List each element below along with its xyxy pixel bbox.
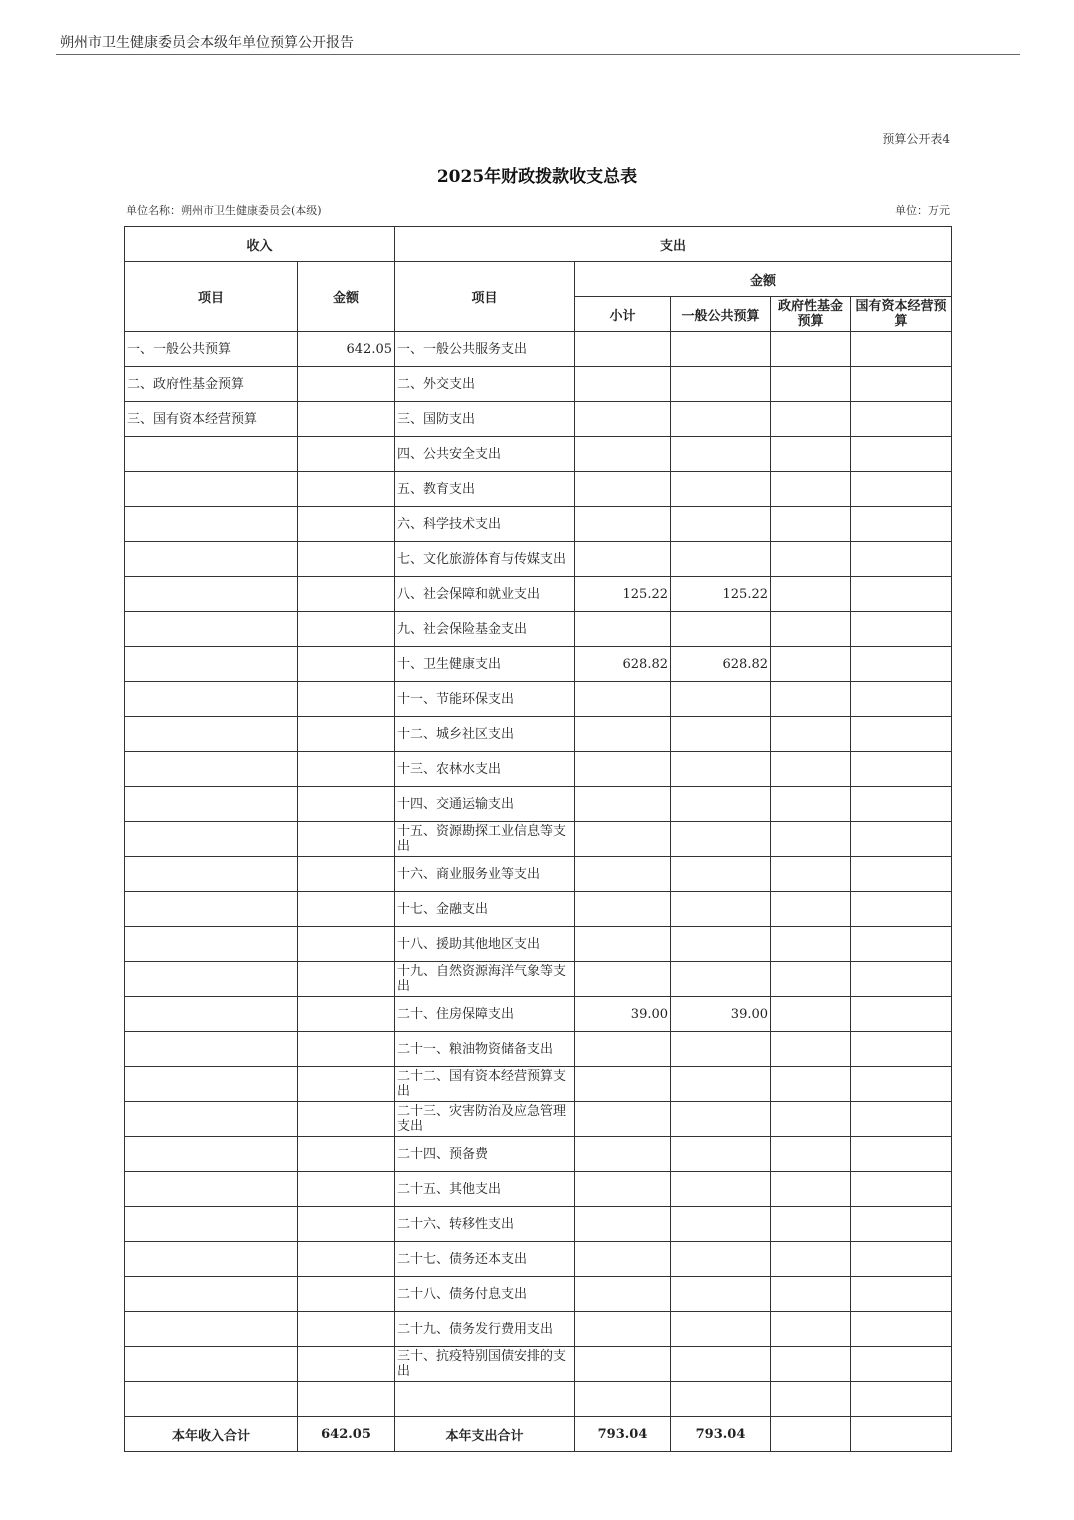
income-amount-cell — [298, 1102, 395, 1137]
income-amount-cell — [298, 1172, 395, 1207]
income-amount-cell — [298, 857, 395, 892]
general-budget-cell — [671, 752, 771, 787]
table-row — [125, 647, 952, 682]
general-budget-cell — [671, 1067, 771, 1102]
expense-header: 支出 — [395, 227, 952, 262]
expense-total-general: 793.04 — [671, 1417, 771, 1452]
expense-item-cell: 四、公共安全支出 — [395, 437, 575, 472]
running-header-title: 朔州市卫生健康委员会本级年单位预算公开报告 — [60, 35, 354, 51]
general-budget-cell — [671, 1312, 771, 1347]
income-amount-cell — [298, 612, 395, 647]
table-row — [125, 1207, 952, 1242]
table-row — [125, 857, 952, 892]
state-capital-cell — [851, 1347, 952, 1382]
income-amount-cell — [298, 962, 395, 997]
subtotal-cell — [575, 332, 671, 367]
gov-fund-cell — [771, 717, 851, 752]
income-item-cell — [125, 1172, 298, 1207]
expense-item-cell: 二十七、债务还本支出 — [395, 1242, 575, 1277]
income-amount-cell — [298, 402, 395, 437]
income-amount-cell — [298, 717, 395, 752]
expense-item-cell: 十、卫生健康支出 — [395, 647, 575, 682]
general-budget-cell — [671, 927, 771, 962]
expense-total-subtotal: 793.04 — [575, 1417, 671, 1452]
income-item-cell — [125, 717, 298, 752]
table-row — [125, 1102, 952, 1137]
income-item-cell — [125, 1312, 298, 1347]
expense-item-cell: 二十五、其他支出 — [395, 1172, 575, 1207]
state-capital-cell — [851, 962, 952, 997]
income-item-cell — [125, 752, 298, 787]
subtotal-cell — [575, 717, 671, 752]
state-capital-cell — [851, 577, 952, 612]
gov-fund-cell — [771, 542, 851, 577]
gov-fund-cell — [771, 1102, 851, 1137]
gov-fund-cell — [771, 1032, 851, 1067]
header-row-2 — [125, 262, 952, 297]
income-amount-cell — [298, 1347, 395, 1382]
income-item-cell — [125, 962, 298, 997]
expense-total-label: 本年支出合计 — [395, 1417, 575, 1452]
general-budget-cell — [671, 1137, 771, 1172]
state-capital-cell — [851, 1102, 952, 1137]
table-row — [125, 892, 952, 927]
general-budget-cell: 39.00 — [671, 997, 771, 1032]
subtotal-cell — [575, 787, 671, 822]
state-capital-cell — [851, 367, 952, 402]
subtotal-cell — [575, 542, 671, 577]
gov-fund-cell — [771, 927, 851, 962]
expense-total-gov-fund — [771, 1417, 851, 1452]
income-amount-cell — [298, 752, 395, 787]
gov-fund-cell — [771, 577, 851, 612]
expense-item-cell: 十一、节能环保支出 — [395, 682, 575, 717]
income-item-cell — [125, 1207, 298, 1242]
income-amount-cell — [298, 787, 395, 822]
table-row — [125, 1277, 952, 1312]
income-item-cell — [125, 927, 298, 962]
state-capital-cell — [851, 1172, 952, 1207]
state-capital-cell — [851, 1312, 952, 1347]
header-divider — [56, 54, 1020, 55]
income-amount-cell — [298, 927, 395, 962]
page-title: 2025年财政拨款收支总表 — [436, 167, 638, 187]
gov-fund-cell — [771, 612, 851, 647]
income-total-amount: 642.05 — [298, 1417, 395, 1452]
state-capital-cell — [851, 542, 952, 577]
general-budget-cell — [671, 857, 771, 892]
state-capital-cell — [851, 822, 952, 857]
general-budget-cell — [671, 682, 771, 717]
state-capital-cell — [851, 402, 952, 437]
state-capital-cell — [851, 787, 952, 822]
table-row — [125, 507, 952, 542]
expense-item-cell: 二十四、预备费 — [395, 1137, 575, 1172]
state-capital-cell — [851, 437, 952, 472]
income-amount-cell — [298, 1382, 395, 1417]
general-budget-cell — [671, 822, 771, 857]
expense-item-cell: 六、科学技术支出 — [395, 507, 575, 542]
table-row — [125, 542, 952, 577]
income-amount-cell — [298, 1067, 395, 1102]
income-item-cell: 二、政府性基金预算 — [125, 367, 298, 402]
subtotal-cell — [575, 472, 671, 507]
expense-item-cell: 二十二、国有资本经营预算支出 — [395, 1067, 575, 1102]
expense-total-state-capital — [851, 1417, 952, 1452]
table-row — [125, 1032, 952, 1067]
gov-fund-cell — [771, 332, 851, 367]
state-capital-cell — [851, 682, 952, 717]
expense-item-cell: 九、社会保险基金支出 — [395, 612, 575, 647]
expense-item-cell: 十九、自然资源海洋气象等支出 — [395, 962, 575, 997]
total-row — [125, 1417, 952, 1452]
income-item-cell — [125, 822, 298, 857]
income-amount-cell — [298, 472, 395, 507]
general-budget-cell — [671, 892, 771, 927]
income-item-header: 项目 — [125, 262, 298, 332]
income-amount-cell — [298, 682, 395, 717]
subtotal-cell — [575, 612, 671, 647]
income-item-cell — [125, 1067, 298, 1102]
gov-fund-cell — [771, 962, 851, 997]
gov-fund-cell — [771, 1347, 851, 1382]
state-capital-cell — [851, 997, 952, 1032]
gov-fund-cell — [771, 402, 851, 437]
subtotal-cell — [575, 1242, 671, 1277]
gov-fund-cell — [771, 472, 851, 507]
expense-item-cell: 十四、交通运输支出 — [395, 787, 575, 822]
gov-fund-cell — [771, 1172, 851, 1207]
income-item-cell — [125, 1347, 298, 1382]
income-amount-cell — [298, 1312, 395, 1347]
general-budget-cell — [671, 1032, 771, 1067]
income-item-cell — [125, 857, 298, 892]
income-item-cell — [125, 997, 298, 1032]
gov-fund-cell — [771, 752, 851, 787]
gov-fund-cell — [771, 437, 851, 472]
general-budget-cell — [671, 542, 771, 577]
income-amount-header: 金额 — [298, 262, 395, 332]
subtotal-cell — [575, 1172, 671, 1207]
expense-item-cell: 二十六、转移性支出 — [395, 1207, 575, 1242]
table-row — [125, 1347, 952, 1382]
subtotal-cell — [575, 367, 671, 402]
header-row-1 — [125, 227, 952, 262]
gov-fund-cell — [771, 787, 851, 822]
income-amount-cell — [298, 507, 395, 542]
general-budget-cell: 628.82 — [671, 647, 771, 682]
table-row — [125, 1067, 952, 1102]
general-budget-cell: 125.22 — [671, 577, 771, 612]
subtotal-cell — [575, 1032, 671, 1067]
table-row — [125, 472, 952, 507]
subtotal-cell — [575, 1312, 671, 1347]
subtotal-cell — [575, 1102, 671, 1137]
expense-item-cell: 十三、农林水支出 — [395, 752, 575, 787]
general-budget-cell — [671, 402, 771, 437]
income-item-cell — [125, 647, 298, 682]
subtotal-cell: 628.82 — [575, 647, 671, 682]
general-budget-cell — [671, 1277, 771, 1312]
income-item-cell — [125, 1382, 298, 1417]
subtotal-cell: 125.22 — [575, 577, 671, 612]
table-row — [125, 437, 952, 472]
income-item-cell — [125, 1242, 298, 1277]
general-budget-header: 一般公共预算 — [671, 297, 771, 332]
expense-item-cell: 二十一、粮油物资储备支出 — [395, 1032, 575, 1067]
expense-item-cell: 七、文化旅游体育与传媒支出 — [395, 542, 575, 577]
general-budget-cell — [671, 1172, 771, 1207]
subtotal-cell — [575, 1382, 671, 1417]
state-capital-cell — [851, 1067, 952, 1102]
subtotal-cell — [575, 1347, 671, 1382]
gov-fund-header: 政府性基金预算 — [771, 297, 851, 332]
general-budget-cell — [671, 332, 771, 367]
expense-item-cell: 八、社会保障和就业支出 — [395, 577, 575, 612]
gov-fund-cell — [771, 997, 851, 1032]
subtotal-cell — [575, 927, 671, 962]
subtotal-cell — [575, 962, 671, 997]
expense-item-cell: 十七、金融支出 — [395, 892, 575, 927]
general-budget-cell — [671, 962, 771, 997]
table-number: 预算公开表4 — [882, 132, 950, 146]
table-row — [125, 682, 952, 717]
gov-fund-cell — [771, 1137, 851, 1172]
subtotal-cell — [575, 682, 671, 717]
income-header: 收入 — [125, 227, 395, 262]
expense-item-cell: 五、教育支出 — [395, 472, 575, 507]
general-budget-cell — [671, 787, 771, 822]
gov-fund-cell — [771, 1277, 851, 1312]
subtotal-cell — [575, 1137, 671, 1172]
income-amount-cell — [298, 577, 395, 612]
state-capital-cell — [851, 612, 952, 647]
table-row — [125, 332, 952, 367]
general-budget-cell — [671, 1242, 771, 1277]
income-item-cell — [125, 577, 298, 612]
unit-measure: 单位：万元 — [895, 204, 950, 217]
income-amount-cell — [298, 1242, 395, 1277]
expense-item-cell: 三十、抗疫特别国债安排的支出 — [395, 1347, 575, 1382]
income-item-cell — [125, 542, 298, 577]
income-amount-cell — [298, 542, 395, 577]
subtotal-cell — [575, 752, 671, 787]
state-capital-cell — [851, 857, 952, 892]
income-amount-cell — [298, 647, 395, 682]
fiscal-summary-table — [124, 226, 952, 1452]
income-item-cell — [125, 1277, 298, 1312]
state-capital-cell — [851, 1277, 952, 1312]
table-row — [125, 997, 952, 1032]
income-item-cell — [125, 682, 298, 717]
gov-fund-cell — [771, 647, 851, 682]
table-row — [125, 752, 952, 787]
state-capital-cell — [851, 472, 952, 507]
subtotal-cell — [575, 1207, 671, 1242]
expense-item-cell: 一、一般公共服务支出 — [395, 332, 575, 367]
income-amount-cell — [298, 892, 395, 927]
subtotal-cell — [575, 857, 671, 892]
general-budget-cell — [671, 472, 771, 507]
expense-item-cell: 十八、援助其他地区支出 — [395, 927, 575, 962]
expense-item-cell: 二、外交支出 — [395, 367, 575, 402]
state-capital-cell — [851, 927, 952, 962]
income-item-cell — [125, 472, 298, 507]
table-row — [125, 1382, 952, 1417]
subtotal-cell — [575, 822, 671, 857]
general-budget-cell — [671, 1207, 771, 1242]
gov-fund-cell — [771, 1067, 851, 1102]
expense-item-header: 项目 — [395, 262, 575, 332]
income-total-label: 本年收入合计 — [125, 1417, 298, 1452]
general-budget-cell — [671, 717, 771, 752]
unit-name: 单位名称：朔州市卫生健康委员会(本级) — [126, 204, 322, 217]
gov-fund-cell — [771, 367, 851, 402]
income-item-cell: 三、国有资本经营预算 — [125, 402, 298, 437]
gov-fund-cell — [771, 1242, 851, 1277]
income-item-cell — [125, 1032, 298, 1067]
table-row — [125, 402, 952, 437]
gov-fund-cell — [771, 822, 851, 857]
table-row — [125, 1242, 952, 1277]
income-amount-cell — [298, 1032, 395, 1067]
table-row — [125, 1137, 952, 1172]
gov-fund-cell — [771, 1312, 851, 1347]
income-item-cell — [125, 437, 298, 472]
state-capital-cell — [851, 647, 952, 682]
income-amount-cell: 642.05 — [298, 332, 395, 367]
state-capital-cell — [851, 1382, 952, 1417]
expense-item-cell: 二十、住房保障支出 — [395, 997, 575, 1032]
gov-fund-cell — [771, 1207, 851, 1242]
table-row — [125, 822, 952, 857]
income-amount-cell — [298, 1207, 395, 1242]
table-row — [125, 1172, 952, 1207]
state-capital-cell — [851, 332, 952, 367]
income-item-cell — [125, 612, 298, 647]
state-capital-cell — [851, 717, 952, 752]
state-capital-cell — [851, 1137, 952, 1172]
income-item-cell — [125, 787, 298, 822]
income-item-cell — [125, 1137, 298, 1172]
expense-amount-header: 金额 — [575, 262, 952, 297]
subtotal-cell — [575, 1277, 671, 1312]
expense-item-cell: 十五、资源勘探工业信息等支出 — [395, 822, 575, 857]
state-capital-cell — [851, 892, 952, 927]
table-row — [125, 787, 952, 822]
table-row — [125, 367, 952, 402]
table-row — [125, 577, 952, 612]
general-budget-cell — [671, 1382, 771, 1417]
general-budget-cell — [671, 1102, 771, 1137]
general-budget-cell — [671, 1347, 771, 1382]
state-capital-cell — [851, 507, 952, 542]
subtotal-header: 小计 — [575, 297, 671, 332]
general-budget-cell — [671, 437, 771, 472]
income-amount-cell — [298, 822, 395, 857]
gov-fund-cell — [771, 1382, 851, 1417]
general-budget-cell — [671, 507, 771, 542]
gov-fund-cell — [771, 892, 851, 927]
table-row — [125, 612, 952, 647]
state-capital-cell — [851, 1032, 952, 1067]
expense-item-cell: 十二、城乡社区支出 — [395, 717, 575, 752]
state-capital-cell — [851, 1207, 952, 1242]
gov-fund-cell — [771, 507, 851, 542]
table-row — [125, 717, 952, 752]
expense-item-cell: 十六、商业服务业等支出 — [395, 857, 575, 892]
expense-item-cell: 三、国防支出 — [395, 402, 575, 437]
subtotal-cell: 39.00 — [575, 997, 671, 1032]
subtotal-cell — [575, 892, 671, 927]
income-amount-cell — [298, 997, 395, 1032]
subtotal-cell — [575, 402, 671, 437]
table-row — [125, 1312, 952, 1347]
state-capital-cell — [851, 1242, 952, 1277]
expense-item-cell — [395, 1382, 575, 1417]
income-amount-cell — [298, 1277, 395, 1312]
income-amount-cell — [298, 367, 395, 402]
expense-item-cell: 二十九、债务发行费用支出 — [395, 1312, 575, 1347]
expense-item-cell: 二十八、债务付息支出 — [395, 1277, 575, 1312]
income-item-cell — [125, 892, 298, 927]
table-row — [125, 962, 952, 997]
expense-item-cell: 二十三、灾害防治及应急管理支出 — [395, 1102, 575, 1137]
subtotal-cell — [575, 507, 671, 542]
table-body — [125, 332, 952, 1417]
subtotal-cell — [575, 1067, 671, 1102]
general-budget-cell — [671, 367, 771, 402]
income-item-cell: 一、一般公共预算 — [125, 332, 298, 367]
income-amount-cell — [298, 1137, 395, 1172]
income-amount-cell — [298, 437, 395, 472]
gov-fund-cell — [771, 682, 851, 717]
income-item-cell — [125, 1102, 298, 1137]
state-capital-cell — [851, 752, 952, 787]
general-budget-cell — [671, 612, 771, 647]
table-row — [125, 927, 952, 962]
subtotal-cell — [575, 437, 671, 472]
gov-fund-cell — [771, 857, 851, 892]
state-capital-header: 国有资本经营预算 — [851, 297, 952, 332]
income-item-cell — [125, 507, 298, 542]
